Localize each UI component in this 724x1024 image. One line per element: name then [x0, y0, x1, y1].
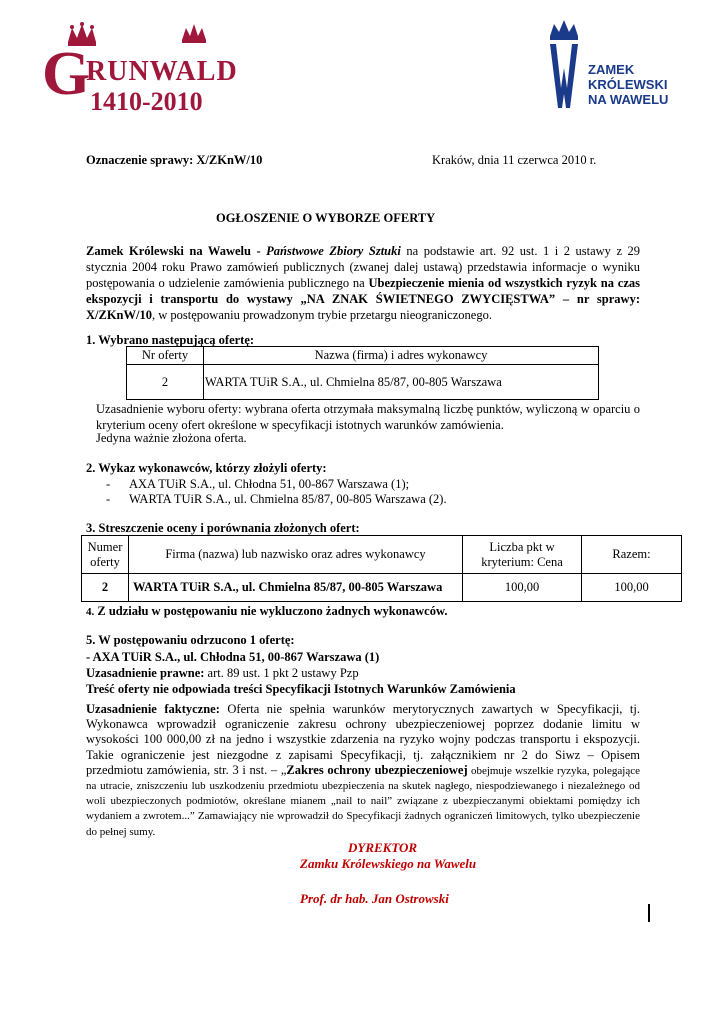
selected-offer-table: [126, 346, 599, 400]
section-4-heading: [86, 604, 447, 619]
org-name-italic: Państwowe Zbiory Sztuki: [266, 244, 401, 258]
factual-justification-label: Uzasadnienie faktyczne:: [86, 702, 220, 716]
signature-name: Prof. dr hab. Jan Ostrowski: [300, 891, 449, 906]
table2-row-total: 100,00: [582, 574, 682, 602]
legal-justification-text: art. 89 ust. 1 pkt 2 ustawy Pzp: [204, 666, 359, 680]
table2-header-nr: Numer oferty: [82, 536, 129, 574]
svg-text:RUNWALD: RUNWALD: [86, 56, 238, 87]
table2-header-name: Firma (nazwa) lub nazwisko oraz adres wykonawcy: [129, 536, 463, 574]
table2-row-points: 100,00: [463, 574, 582, 602]
content-mismatch: Treść oferty nie odpowiada treści Specyfikacji Istotnych Warunków Zamówienia: [86, 682, 516, 696]
org-name: Zamek Królewski na Wawelu -: [86, 244, 267, 258]
section-2-heading: 2. Wykaz wykonawców, którzy złożyli oferty:: [86, 461, 327, 475]
factual-justification-text: Oferta nie spełnia warunków merytorycznych zawartych w Specyfikacji, tj. Wykonawca wprowadził ograniczenie zakresu ochrony ubezpieczeniowej poprzez dodanie limitu w wysokości 100 000,00 zł na jedno i wszystkie zdarzenia na ryzyko wojny podczas transportu i ekspozycji. Takie ograniczenie jest niezgodne z zapisami Specyfikacji, tj. załącznikiem nr 2 do Siwz – Opisem przedmiotu zamówienia, str. 3 i nst. – „: [86, 702, 640, 777]
legal-justification-label: Uzasadnienie prawne:: [86, 666, 205, 680]
grunwald-crown-icon: [40, 22, 238, 117]
section-3-heading: 3. Streszczenie oceny i porównania złożonych ofert:: [86, 521, 360, 535]
bidder-list-item: - WARTA TUiR S.A., ul. Chmielna 85/87, 00-805 Warszawa (2).: [106, 492, 447, 506]
wawel-logo: [540, 18, 690, 118]
table1-header-nr: Nr oferty: [127, 347, 204, 365]
section-4-number: 4.: [86, 606, 95, 618]
table2-row-nr: 2: [82, 574, 129, 602]
bidder-list-item-text: WARTA TUiR S.A., ul. Chmielna 85/87, 00-805 Warszawa (2).: [129, 492, 447, 506]
intro-paragraph: [86, 243, 640, 323]
only-valid-offer: Jedyna ważnie złożona oferta.: [96, 431, 247, 445]
wawel-text-line3: NA WAWELU: [588, 92, 669, 107]
document-title: OGŁOSZENIE O WYBORZE OFERTY: [216, 211, 436, 225]
bidder-list-item-text: AXA TUiR S.A., ul. Chłodna 51, 00-867 Warszawa (1);: [129, 477, 410, 491]
text-cursor: [648, 904, 650, 922]
offer-comparison-table: [81, 535, 682, 602]
table1-row-name: WARTA TUiR S.A., ul. Chmielna 85/87, 00-805 Warszawa: [204, 365, 599, 400]
legal-justification: [86, 666, 359, 681]
signature-institution: Zamku Królewskiego na Wawelu: [300, 856, 477, 871]
grunwald-logo: [40, 22, 238, 117]
table1-header-name: Nazwa (firma) i adres wykonawcy: [204, 347, 599, 365]
table2-row-name: WARTA TUiR S.A., ul. Chmielna 85/87, 00-805 Warszawa: [129, 574, 463, 602]
intro-subject: Ubezpieczenie mienia od wszystkich ryzyk na czas ekspozycji i transportu do wystawy „NA ZNAK ŚWIETNEGO ZWYCIĘSTWA” – nr sprawy: X/ZKnW/10: [86, 276, 641, 322]
svg-text:G: G: [42, 40, 91, 108]
case-reference: Oznaczenie sprawy: X/ZKnW/10: [86, 153, 263, 167]
signature-title: DYREKTOR: [348, 840, 418, 855]
rejected-offer: - AXA TUiR S.A., ul. Chłodna 51, 00-867 Warszawa (1): [86, 650, 380, 664]
scope-of-protection: Zakres ochrony ubezpieczeniowej: [286, 762, 468, 777]
section-1-heading: 1. Wybrano następującą ofertę:: [86, 333, 255, 347]
wawel-text-line1: ZAMEK: [588, 62, 635, 77]
bidder-list-item: - AXA TUiR S.A., ul. Chłodna 51, 00-867 Warszawa (1);: [106, 477, 410, 491]
wawel-crown-w-icon: [544, 18, 584, 110]
factual-justification: [86, 702, 640, 839]
table2-header-total: Razem:: [582, 536, 682, 574]
intro-text-1: na podstawie art. 92 ust. 1 i 2 ustawy z 29 stycznia 2004 roku Prawo zamówień publicznych (zwanej dalej ustawą) przedstawia informacje o wyniku postępowania o udzielenie zamówienia publicznego na: [86, 244, 641, 290]
svg-text:1410-2010: 1410-2010: [90, 87, 203, 116]
scope-quote-text: obejmuje wszelkie ryzyka, polegające na utracie, zniszczeniu lub uszkodzeniu przedmiotu ubezpieczenia na skutek nagłego, niespodziewanego i niezależnego od woli ubezpieczonych podmiotów, określane mianem „nail to nail” związane z ubezpieczanymi obiektami pomiędzy ich wydaniem a zwrotem...” Zamawiający nie wprowadził do Specyfikacji żadnych ograniczeń limitowych, tylko ubezpieczenie do pełnej sumy.: [86, 764, 640, 838]
place-date: Kraków, dnia 11 czerwca 2010 r.: [432, 153, 597, 167]
table2-header-points: Liczba pkt w kryterium: Cena: [463, 536, 582, 574]
intro-text-2: , w postępowaniu prowadzonym trybie przetargu nieograniczonego.: [152, 308, 492, 322]
wawel-text-line2: KRÓLEWSKI: [588, 77, 668, 92]
section-4-text: Z udziału w postępowaniu nie wykluczono żadnych wykonawców.: [94, 604, 448, 618]
selection-justification: Uzasadnienie wyboru oferty: wybrana oferta otrzymała maksymalną liczbę punktów, wyliczoną w oparciu o kryterium oceny ofert określone w specyfikacji istotnych warunków zamówienia.: [96, 402, 640, 432]
table1-row-nr: 2: [127, 365, 204, 400]
section-5-heading: 5. W postępowaniu odrzucono 1 ofertę:: [86, 633, 295, 647]
